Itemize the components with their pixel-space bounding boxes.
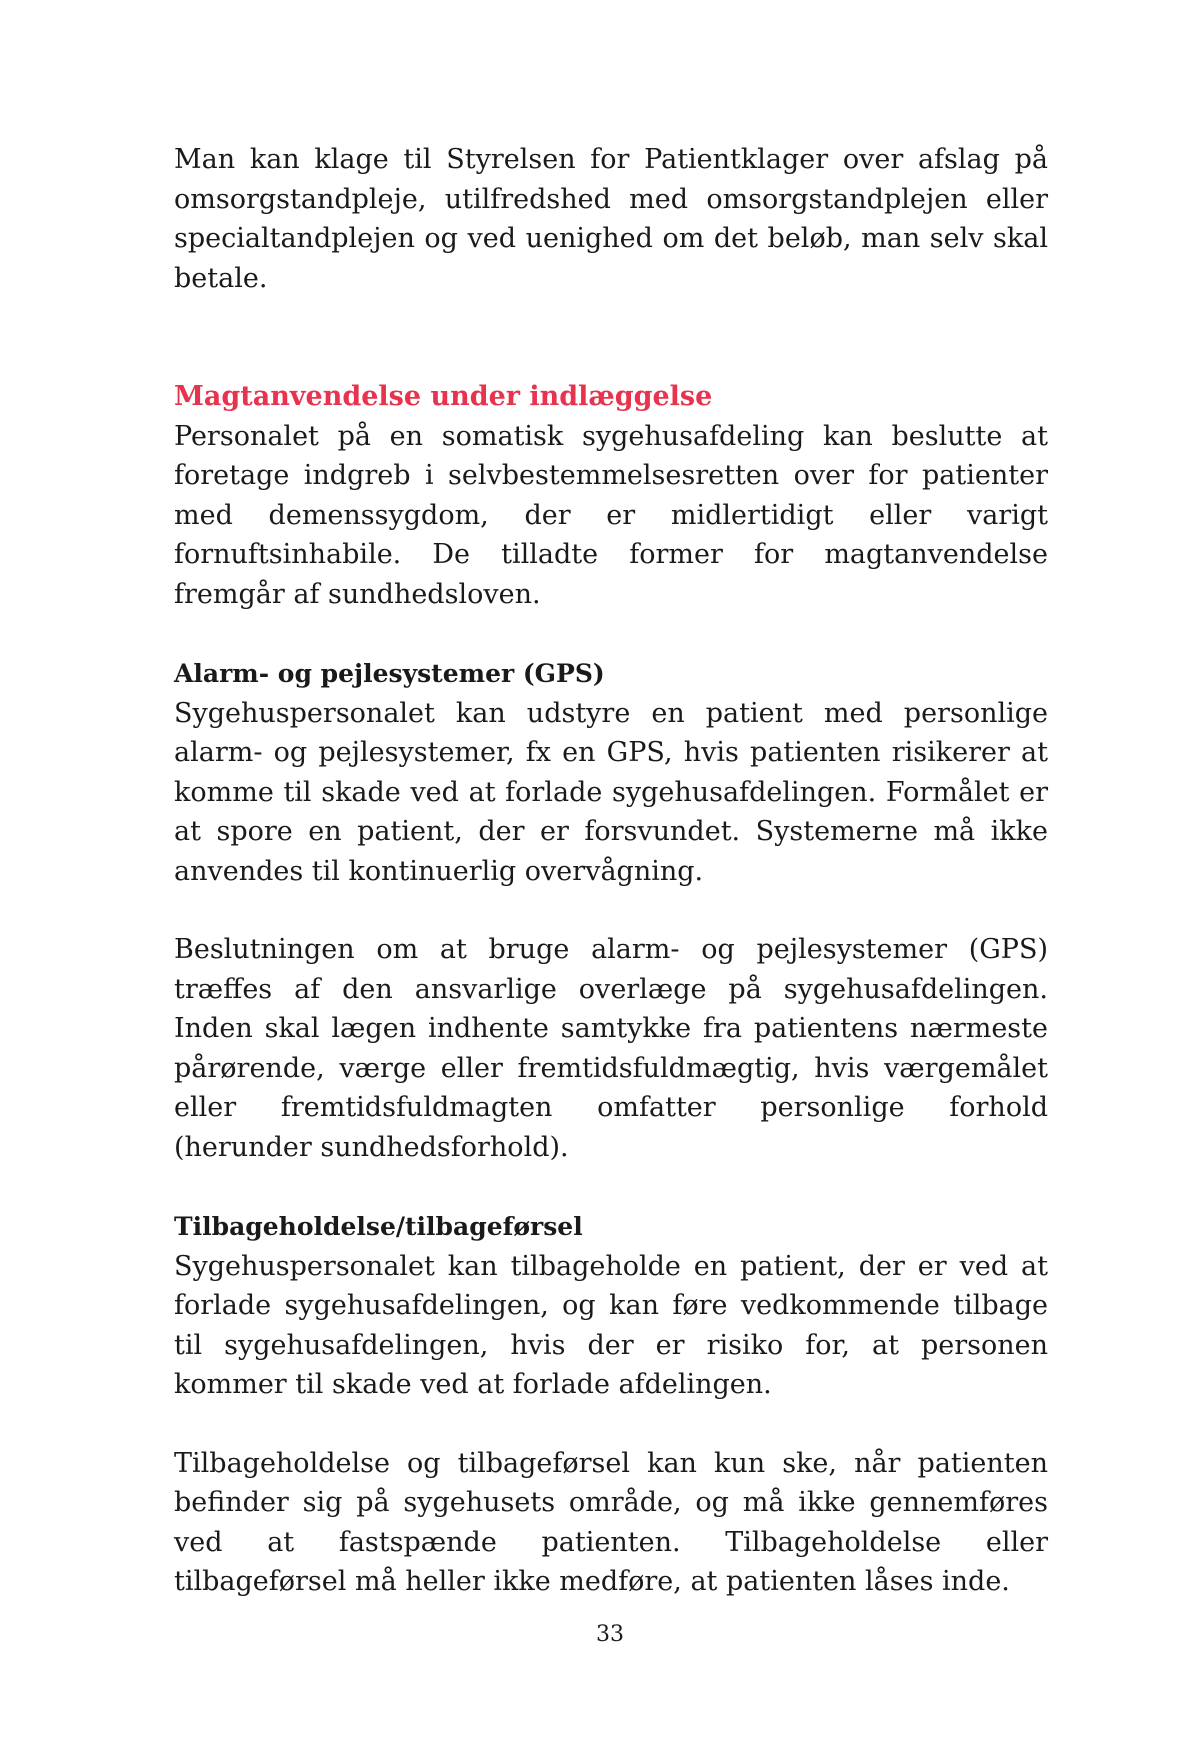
gps-paragraph-1: Sygehuspersonalet kan udstyre en patient med personlige alarm- og pejlesystemer, fx en GPS, hvis patienten risikerer at komme til skade ved at forlade sygehusafdelingen. Formålet er at spore en patient, der er forsvundet. Systemerne må ikke anvendes til kontinuerlig overvågning.: [174, 697, 1048, 887]
retention-paragraph-1: Sygehuspersonalet kan tilbageholde en patient, der er ved at forlade sygehusafdelingen, og kan føre vedkommende tilbage til sygehusafdelingen, hvis der er risiko for, at personen kommer til skade ved at forlade afdelingen.: [174, 1250, 1048, 1400]
intro-paragraph: Man kan klage til Styrelsen for Patientklager over afslag på omsorgstandpleje, utilfredshed med omsorgstandplejen eller specialtandplejen og ved uenighed om det beløb, man selv skal betale.: [174, 144, 1048, 294]
page-content: [174, 140, 1048, 1602]
gps-paragraph-2: Beslutningen om at bruge alarm- og pejlesystemer (GPS) træffes af den ansvarlige overlæge på sygehusafdelingen. Inden skal lægen indhente samtykke fra patientens nærmeste pårørende, værge eller fremtidsfuldmægtig, hvis værgemålet eller fremtidsfuldmagten omfatter personlige forhold (herunder sundhedsforhold).: [174, 934, 1048, 1163]
page-number: 33: [596, 1622, 624, 1647]
section-heading: Magtanvendelse under indlæggelse: [174, 381, 713, 412]
retention-heading: Tilbageholdelse/tilbageførsel: [174, 1212, 583, 1241]
section-paragraph: Personalet på en somatisk sygehusafdeling kan beslutte at foretage indgreb i selvbestemmelsesretten over for patienter med demenssygdom, der er midlertidigt eller varigt fornuftsinhabile. De tilladte former for magtanvendelse fremgår af sundhedsloven.: [174, 420, 1048, 610]
gps-heading: Alarm- og pejlesystemer (GPS): [174, 659, 605, 688]
retention-paragraph-2: Tilbageholdelse og tilbageførsel kan kun ske, når patienten befinder sig på sygehusets område, og må ikke gennemføres ved at fastspænde patienten. Tilbageholdelse eller tilbageførsel må heller ikke medføre, at patienten låses inde.: [174, 1447, 1048, 1597]
